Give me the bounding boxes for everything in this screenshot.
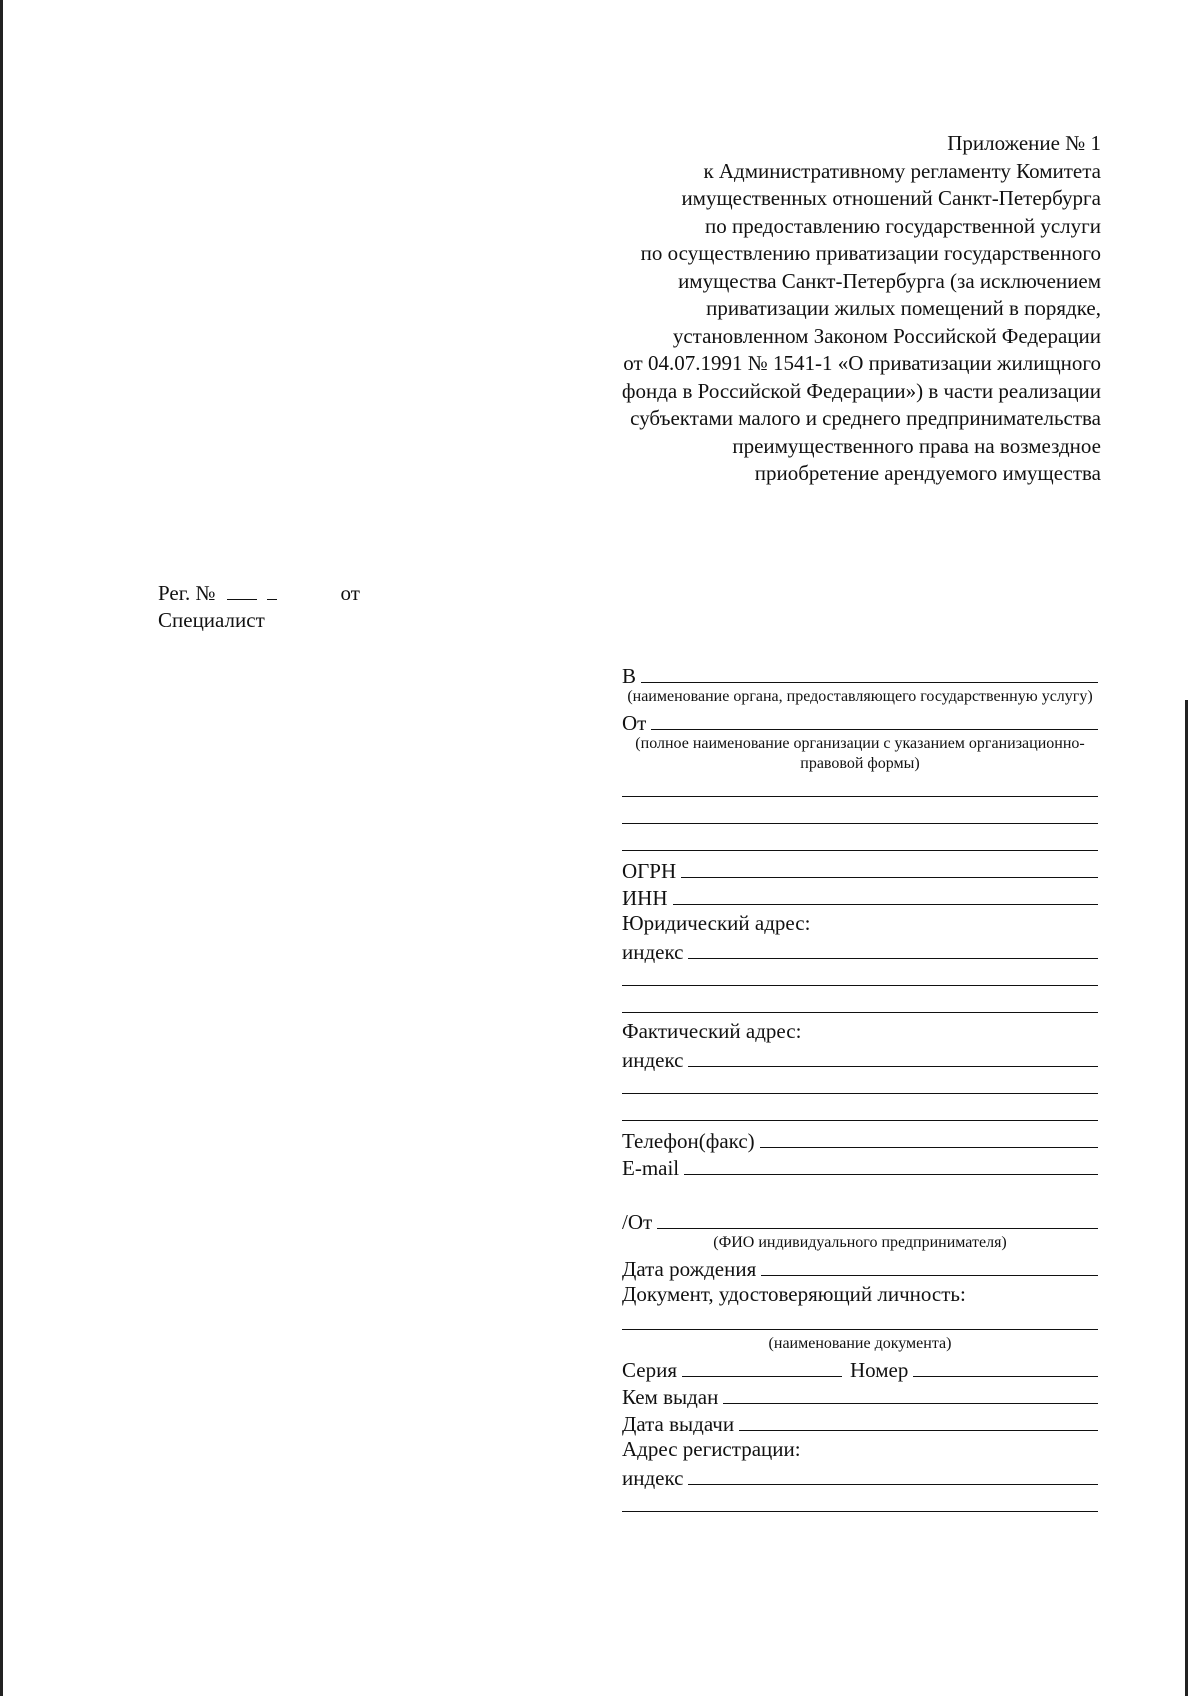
appendix-line: субъектами малого и среднего предпринимательства xyxy=(630,406,1101,430)
specialist-label: Специалист xyxy=(158,608,265,632)
inn-row xyxy=(622,882,1098,909)
ogrn-field[interactable] xyxy=(681,876,1098,878)
inn-label: ИНН xyxy=(622,886,668,910)
scan-right-edge xyxy=(1185,700,1188,1696)
issued-by-label: Кем выдан xyxy=(622,1385,719,1409)
issued-by-field[interactable] xyxy=(723,1402,1098,1404)
legal-address-field-line[interactable] xyxy=(622,963,1098,990)
registration-block xyxy=(158,580,360,634)
series-number-row xyxy=(622,1354,1098,1381)
series-label: Серия xyxy=(622,1358,677,1382)
phone-label: Телефон(факс) xyxy=(622,1129,755,1153)
applicant-form xyxy=(622,660,1098,1516)
legal-address-field-line[interactable] xyxy=(622,990,1098,1017)
legal-index-row xyxy=(622,936,1098,963)
issue-date-field[interactable] xyxy=(739,1429,1098,1431)
phone-field[interactable] xyxy=(760,1146,1098,1148)
id-document-hint: (наименование документа) xyxy=(768,1335,952,1352)
recipient-hint: (наименование органа, предоставляющего государственную услугу) xyxy=(627,688,1093,705)
appendix-header xyxy=(481,130,1101,488)
id-document-field-line[interactable] xyxy=(622,1307,1098,1334)
registration-address-label: Адрес регистрации: xyxy=(622,1437,801,1461)
series-field[interactable] xyxy=(682,1375,842,1377)
appendix-line: фонда в Российской Федерации») в части реализации xyxy=(621,378,1101,403)
ogrn-label: ОГРН xyxy=(622,859,677,883)
actual-address-label: Фактический адрес: xyxy=(622,1019,802,1043)
recipient-label: В xyxy=(622,664,637,688)
appendix-line: имущественных отношений Санкт-Петербурга xyxy=(681,186,1101,210)
birth-date-field[interactable] xyxy=(761,1274,1098,1276)
applicant-org-label: От xyxy=(622,711,647,735)
applicant-org-field-line[interactable] xyxy=(622,774,1098,801)
registration-row xyxy=(158,580,360,607)
recipient-row xyxy=(622,660,1098,687)
registration-index-row xyxy=(622,1462,1098,1489)
actual-address-field-line[interactable] xyxy=(622,1071,1098,1098)
appendix-line: по предоставлению государственной услуги xyxy=(705,213,1101,238)
appendix-line: приобретение арендуемого имущества xyxy=(754,461,1101,485)
recipient-field[interactable] xyxy=(641,681,1098,683)
actual-address-field-line[interactable] xyxy=(622,1098,1098,1125)
number-field[interactable] xyxy=(913,1375,1098,1377)
applicant-org-field-line[interactable] xyxy=(622,828,1098,855)
entrepreneur-row xyxy=(622,1206,1098,1233)
legal-index-field[interactable] xyxy=(688,957,1098,959)
phone-row xyxy=(622,1125,1098,1152)
registration-address-field-line[interactable] xyxy=(622,1489,1098,1516)
id-document-label: Документ, удостоверяющий личность: xyxy=(622,1282,966,1306)
reg-number-label: Рег. № xyxy=(158,581,216,605)
email-field[interactable] xyxy=(684,1173,1098,1175)
issue-date-label: Дата выдачи xyxy=(622,1412,735,1436)
registration-index-label: индекс xyxy=(622,1466,684,1490)
appendix-line: Приложение № 1 xyxy=(947,131,1101,155)
entrepreneur-label: /От xyxy=(622,1210,653,1234)
appendix-line: от 04.07.1991 № 1541-1 «О приватизации жилищного xyxy=(623,351,1101,375)
appendix-line: к Административному регламенту Комитета xyxy=(703,158,1101,183)
appendix-line: преимущественного права на возмездное xyxy=(732,433,1101,458)
number-label: Номер xyxy=(849,1358,909,1382)
actual-index-label: индекс xyxy=(622,1048,684,1072)
appendix-line: по осуществлению приватизации государственного xyxy=(640,241,1101,265)
actual-index-field[interactable] xyxy=(688,1065,1098,1067)
ogrn-row xyxy=(622,855,1098,882)
email-label: E-mail xyxy=(622,1156,680,1180)
email-row xyxy=(622,1152,1098,1179)
legal-index-label: индекс xyxy=(622,940,684,964)
entrepreneur-field[interactable] xyxy=(657,1227,1098,1229)
reg-date-label: от xyxy=(340,581,360,605)
applicant-org-hint: (полное наименование организации с указанием организационно-правовой формы) xyxy=(635,735,1085,772)
registration-index-field[interactable] xyxy=(688,1483,1098,1485)
inn-field[interactable] xyxy=(673,903,1099,905)
issued-by-row xyxy=(622,1381,1098,1408)
appendix-line: имущества Санкт-Петербурга (за исключением xyxy=(678,268,1101,293)
appendix-line: приватизации жилых помещений в порядке, xyxy=(706,296,1101,320)
reg-number-suffix-field[interactable] xyxy=(267,581,277,600)
applicant-org-field[interactable] xyxy=(651,728,1098,730)
reg-number-field[interactable] xyxy=(227,581,257,600)
issue-date-row xyxy=(622,1408,1098,1435)
applicant-org-field-line[interactable] xyxy=(622,801,1098,828)
scan-left-edge xyxy=(0,0,3,1696)
birth-date-row xyxy=(622,1253,1098,1280)
applicant-org-row xyxy=(622,707,1098,734)
actual-index-row xyxy=(622,1044,1098,1071)
entrepreneur-hint: (ФИО индивидуального предпринимателя) xyxy=(713,1234,1007,1251)
birth-date-label: Дата рождения xyxy=(622,1257,757,1281)
legal-address-label: Юридический адрес: xyxy=(622,911,811,935)
appendix-line: установленном Законом Российской Федерации xyxy=(672,323,1101,348)
